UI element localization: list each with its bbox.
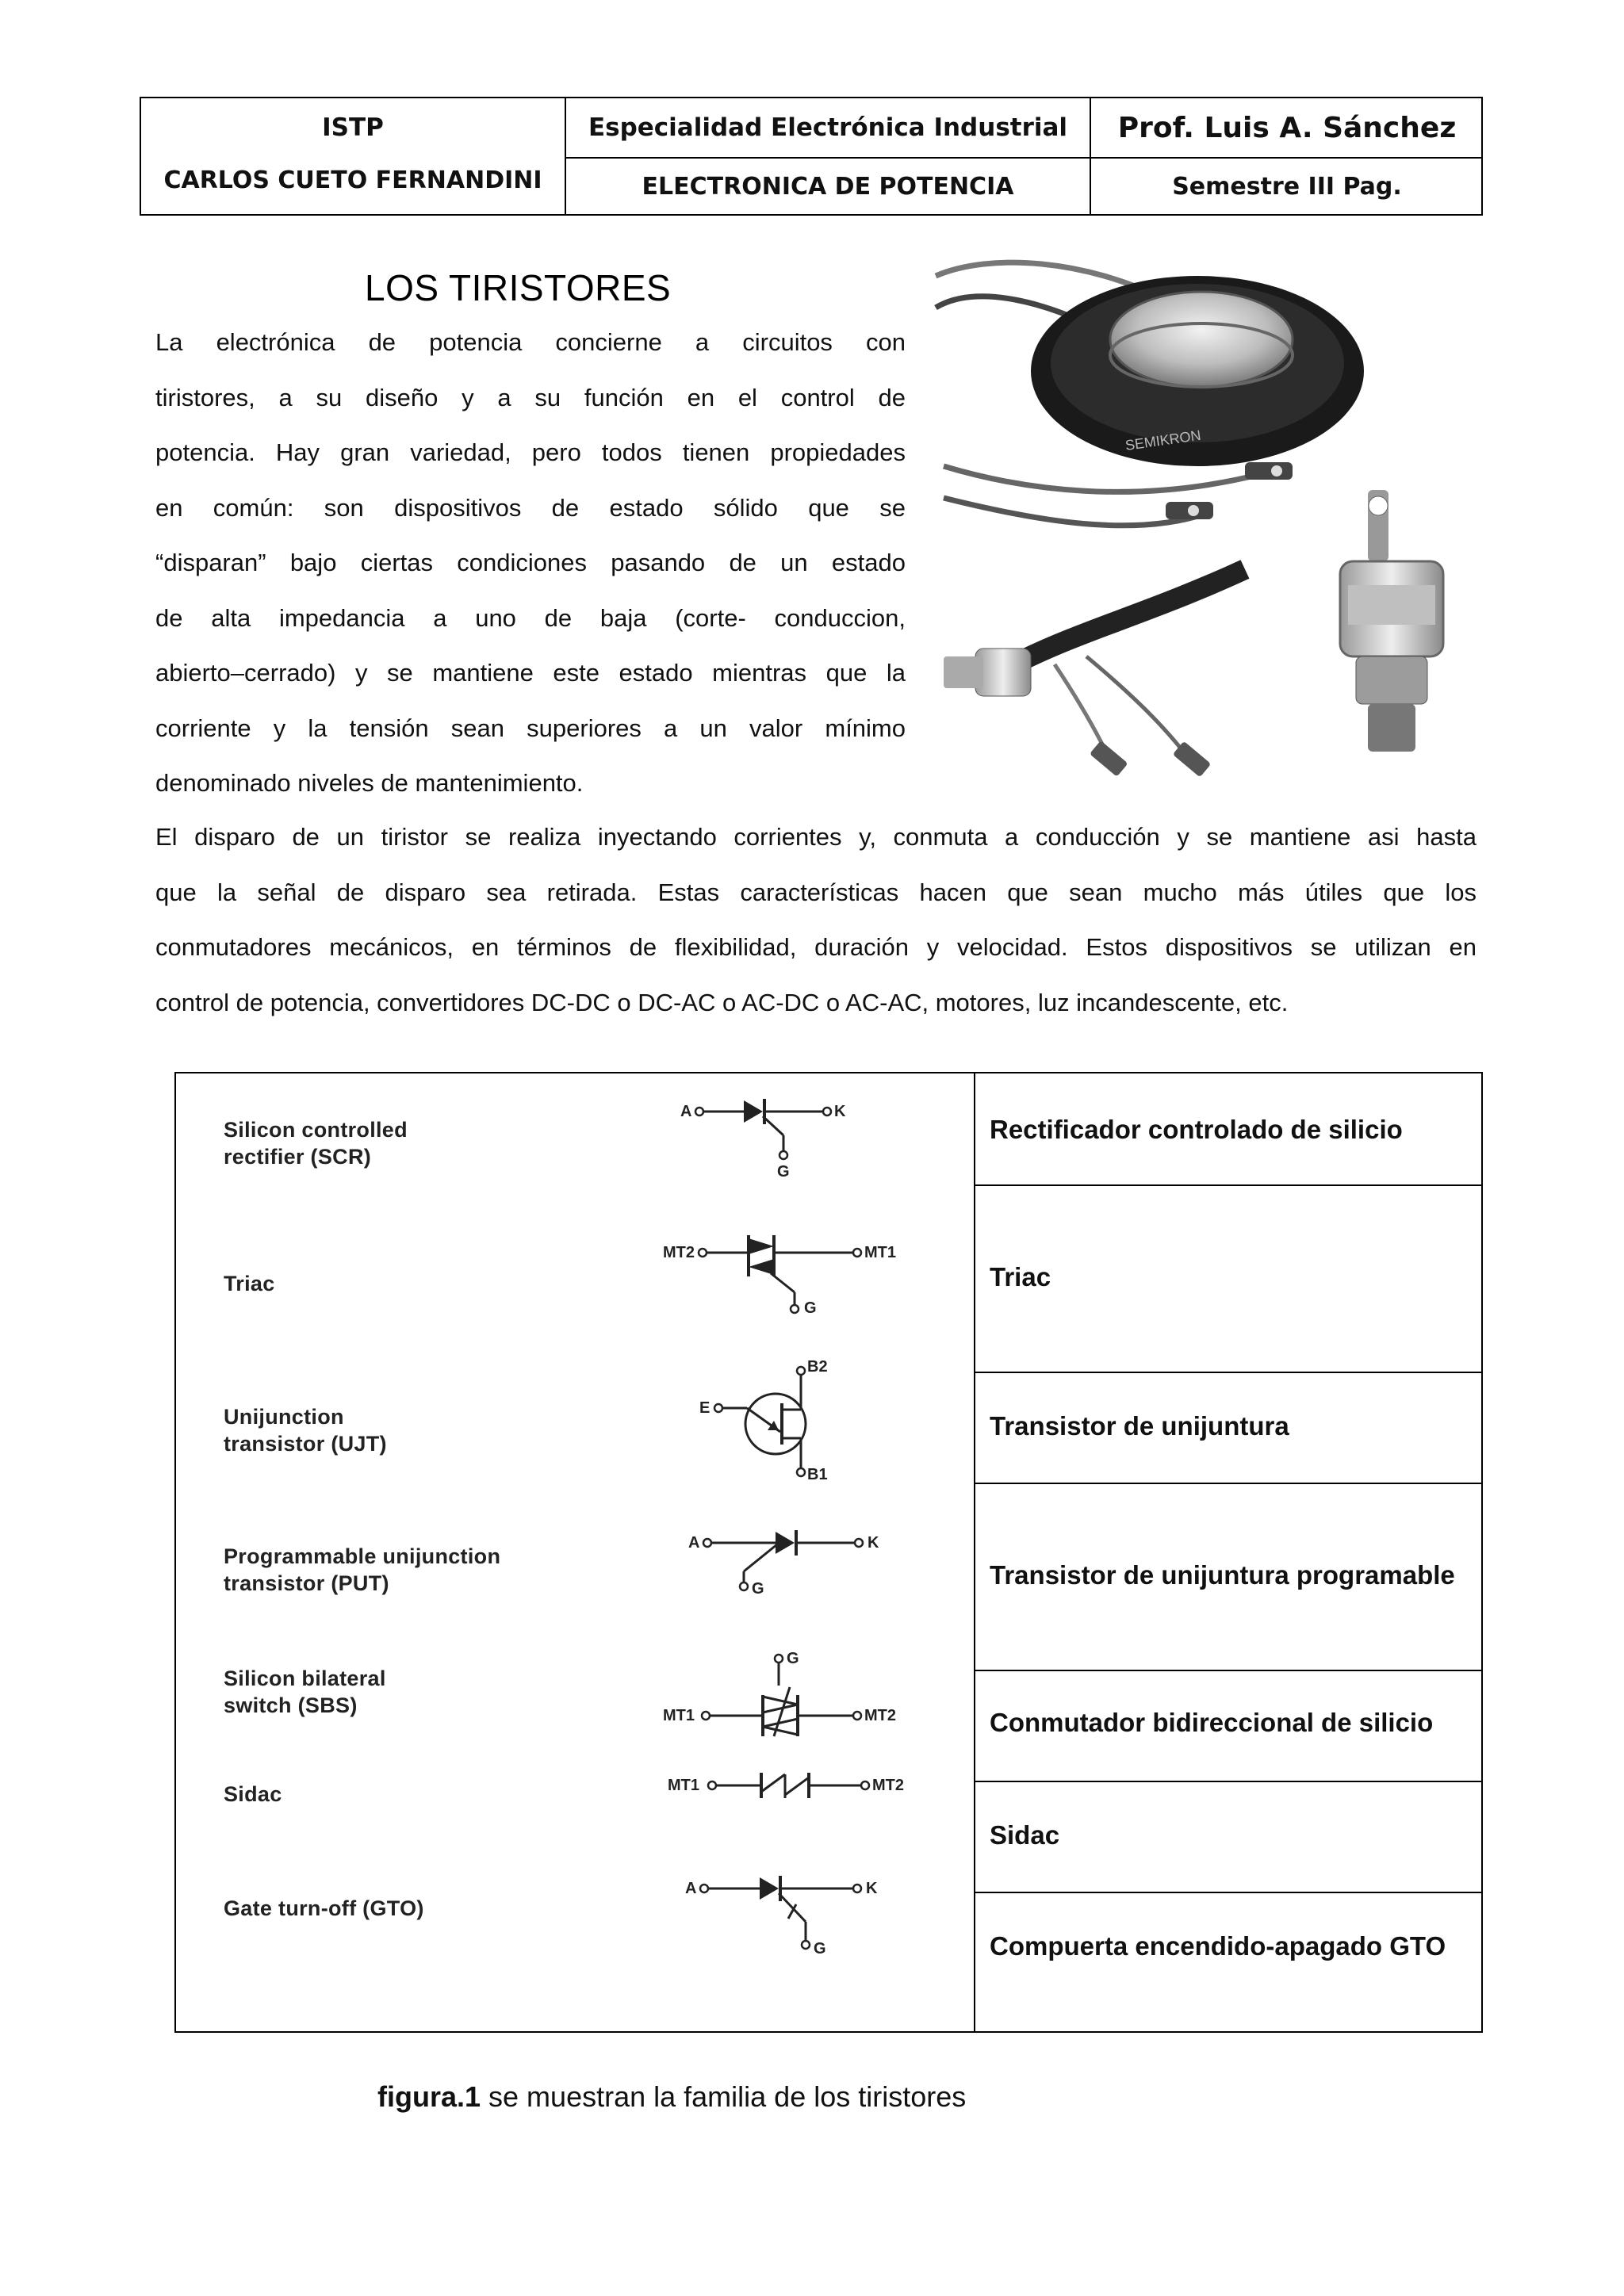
header-semester: Semestre III Pag.	[1172, 172, 1402, 201]
sbs-symbol-icon	[663, 1647, 933, 1743]
header-school: ISTP	[322, 113, 384, 142]
paragraph-line: control de potencia, convertidores DC-DC o DC-AC o AC-DC o AC-AC, motores, luz incandescente, etc.	[155, 988, 1289, 1016]
figure-label: figura.1	[377, 2080, 481, 2113]
device-name-en: Gate turn-off (GTO)	[224, 1896, 424, 1920]
photo-brand-label: SEMIKRON	[1124, 427, 1202, 453]
device-name-en: Unijunction transistor (UJT)	[224, 1405, 387, 1456]
svg-text:B2: B2	[807, 1358, 828, 1376]
svg-text:K: K	[866, 1880, 878, 1897]
sidac-symbol-icon	[668, 1770, 937, 1817]
device-name-es: Rectificador controlado de silicio	[990, 1115, 1403, 1144]
table-row-line	[974, 1372, 1481, 1373]
table-divider	[974, 1073, 975, 2031]
device-name-es: Transistor de unijuntura programable	[990, 1560, 1455, 1590]
device-name-es: Compuerta encendido-apagado GTO	[990, 1931, 1446, 1961]
device-name-en: Silicon controlled rectifier (SCR)	[224, 1118, 408, 1169]
device-name-es: Transistor de unijuntura	[990, 1411, 1289, 1441]
svg-text:MT2: MT2	[872, 1777, 904, 1794]
svg-text:MT2: MT2	[663, 1244, 695, 1261]
paragraph-line: tiristores, a su diseño y a su función en el control de	[155, 383, 906, 411]
put-symbol-icon	[688, 1530, 894, 1617]
table-row-line	[974, 1781, 1481, 1782]
thyristor-photo	[928, 252, 1483, 807]
svg-text:G: G	[752, 1580, 764, 1598]
table-row-line	[974, 1483, 1481, 1484]
svg-text:E: E	[699, 1399, 710, 1417]
device-name-es: Sidac	[990, 1820, 1060, 1850]
scr-symbol-icon	[680, 1099, 887, 1186]
svg-text:MT1: MT1	[668, 1777, 699, 1794]
svg-text:A: A	[680, 1103, 692, 1120]
page-title: LOS TIRISTORES	[365, 267, 672, 308]
svg-text:G: G	[777, 1163, 790, 1181]
paragraph-line: denominado niveles de mantenimiento.	[155, 769, 584, 797]
figure-caption-text: se muestran la familia de los tiristores	[481, 2080, 967, 2113]
device-name-es: Conmutador bidireccional de silicio	[990, 1708, 1434, 1737]
svg-text:A: A	[688, 1534, 700, 1552]
svg-text:MT1: MT1	[663, 1707, 695, 1724]
table-row-line	[974, 1184, 1481, 1186]
header-school-name: CARLOS CUETO FERNANDINI	[163, 166, 542, 194]
svg-text:K: K	[834, 1103, 846, 1120]
thyristor-family-table	[174, 1072, 1483, 2033]
device-name-en: Silicon bilateral switch (SBS)	[224, 1667, 386, 1717]
svg-text:G: G	[787, 1650, 799, 1667]
header-professor: Prof. Luis A. Sánchez	[1117, 111, 1457, 144]
ujt-symbol-icon	[699, 1357, 858, 1484]
svg-text:B1: B1	[807, 1466, 828, 1483]
header-table	[140, 97, 1483, 216]
paragraph-line: conmutadores mecánicos, en términos de flexibilidad, duración y velocidad. Estos dispositivos se utilizan en	[155, 933, 1477, 961]
header-course: ELECTRONICA DE POTENCIA	[642, 172, 1014, 201]
paragraph-line: abierto–cerrado) y se mantiene este estado mientras que la	[155, 659, 906, 687]
paragraph-line: en común: son dispositivos de estado sólido que se	[155, 493, 906, 522]
svg-text:G: G	[804, 1299, 817, 1317]
triac-symbol-icon	[663, 1237, 933, 1332]
svg-text:K: K	[868, 1534, 879, 1552]
paragraph-line: corriente y la tensión sean superiores a un valor mínimo	[155, 714, 906, 742]
paragraph-line: de alta impedancia a uno de baja (corte- conduccion,	[155, 603, 906, 632]
device-name-es: Triac	[990, 1262, 1051, 1292]
header-specialty: Especialidad Electrónica Industrial	[588, 113, 1068, 142]
paragraph-line: que la señal de disparo sea retirada. Estas características hacen que sean mucho más útiles que los	[155, 878, 1477, 906]
table-row-line	[974, 1670, 1481, 1671]
figure-caption	[377, 2080, 966, 2114]
device-name-en: Programmable unijunction transistor (PUT)	[224, 1544, 501, 1595]
device-name-en: Triac	[224, 1272, 275, 1295]
svg-text:MT2: MT2	[864, 1707, 896, 1724]
paragraph-line: “disparan” bajo ciertas condiciones pasando de un estado	[155, 549, 906, 576]
device-name-en: Sidac	[224, 1782, 282, 1806]
svg-text:MT1: MT1	[864, 1244, 896, 1261]
svg-text:G: G	[814, 1940, 826, 1957]
paragraph-line: La electrónica de potencia concierne a circuitos con	[155, 328, 906, 356]
paragraph-line: El disparo de un tiristor se realiza inyectando corrientes y, conmuta a conducción y se mantiene asi hasta	[155, 823, 1477, 851]
svg-text:A: A	[685, 1880, 697, 1897]
gto-symbol-icon	[685, 1876, 891, 1971]
paragraph-line: potencia. Hay gran variedad, pero todos tienen propiedades	[155, 438, 906, 466]
table-row-line	[974, 1892, 1481, 1893]
